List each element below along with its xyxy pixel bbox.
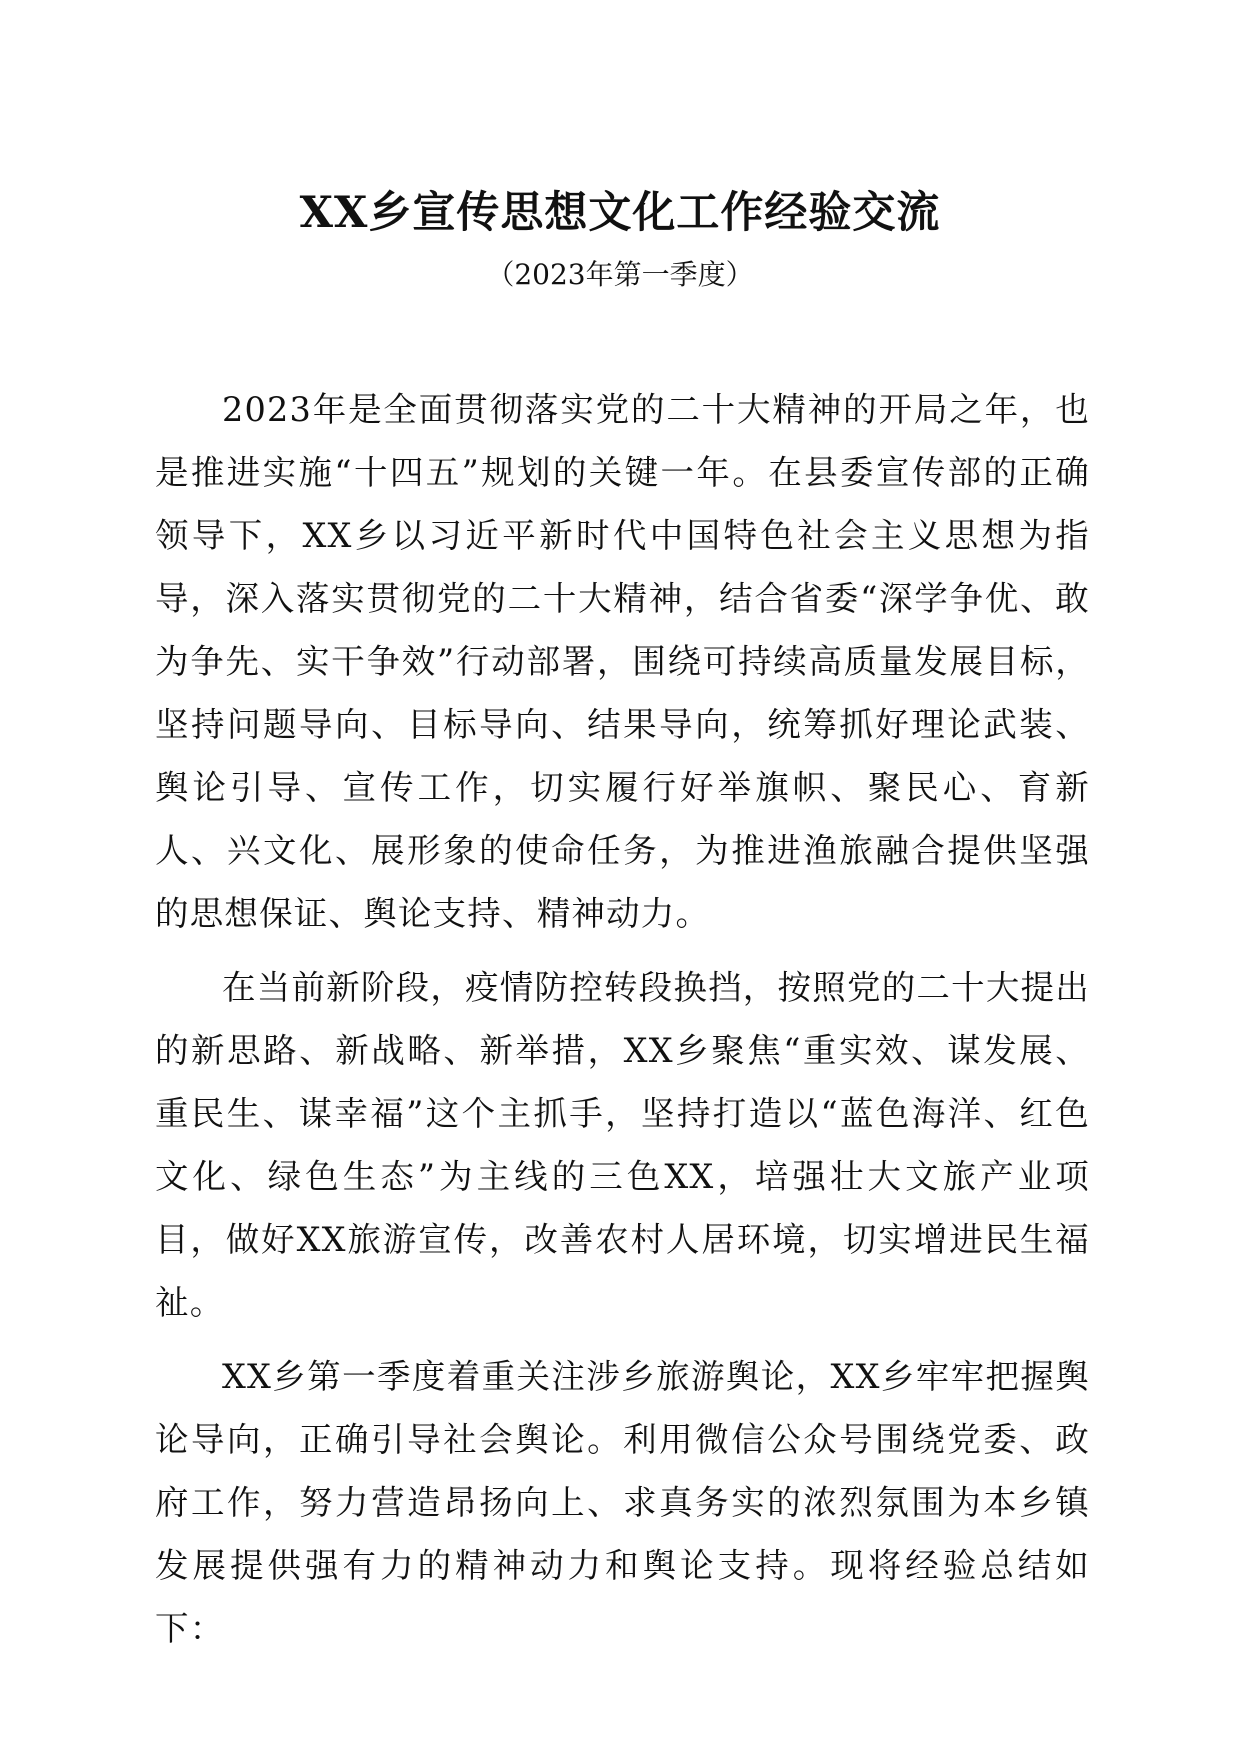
paragraph-1: 2023年是全面贯彻落实党的二十大精神的开局之年，也是推进实施“十四五”规划的关键一年。在县委宣传部的正确领导下，XX乡以习近平新时代中国特色社会主义思想为指导，深入落实贯彻党的二十大精神，结合省委“深学争优、敢为争先、实干争效”行动部署，围绕可持续高质量发展目标，坚持问题导向、目标导向、结果导向，统筹抓好理论武装、舆论引导、宣传工作，切实履行好举旗帜、聚民心、育新人、兴文化、展形象的使命任务，为推进渔旅融合提供坚强的思想保证、舆论支持、精神动力。 — [155, 390, 1090, 933]
document-subtitle: （2023年第一季度） — [486, 258, 754, 291]
document-title: XX乡宣传思想文化工作经验交流 — [299, 188, 941, 238]
paragraph-3: XX乡第一季度着重关注涉乡旅游舆论，XX乡牢牢把握舆论导向，正确引导社会舆论。利用微信公众号围绕党委、政府工作，努力营造昂扬向上、求真务实的浓烈氛围为本乡镇发展提供强有力的精神动力和舆论支持。现将经验总结如下： — [155, 1357, 1090, 1648]
document-body — [155, 378, 1090, 1671]
paragraph-2: 在当前新阶段，疫情防控转段换挡，按照党的二十大提出的新思路、新战略、新举措，XX乡聚焦“重实效、谋发展、重民生、谋幸福”这个主抓手，坚持打造以“蓝色海洋、红色文化、绿色生态”为主线的三色XX，培强壮大文旅产业项目，做好XX旅游宣传，改善农村人居环境，切实增进民生福祉。 — [155, 968, 1090, 1322]
